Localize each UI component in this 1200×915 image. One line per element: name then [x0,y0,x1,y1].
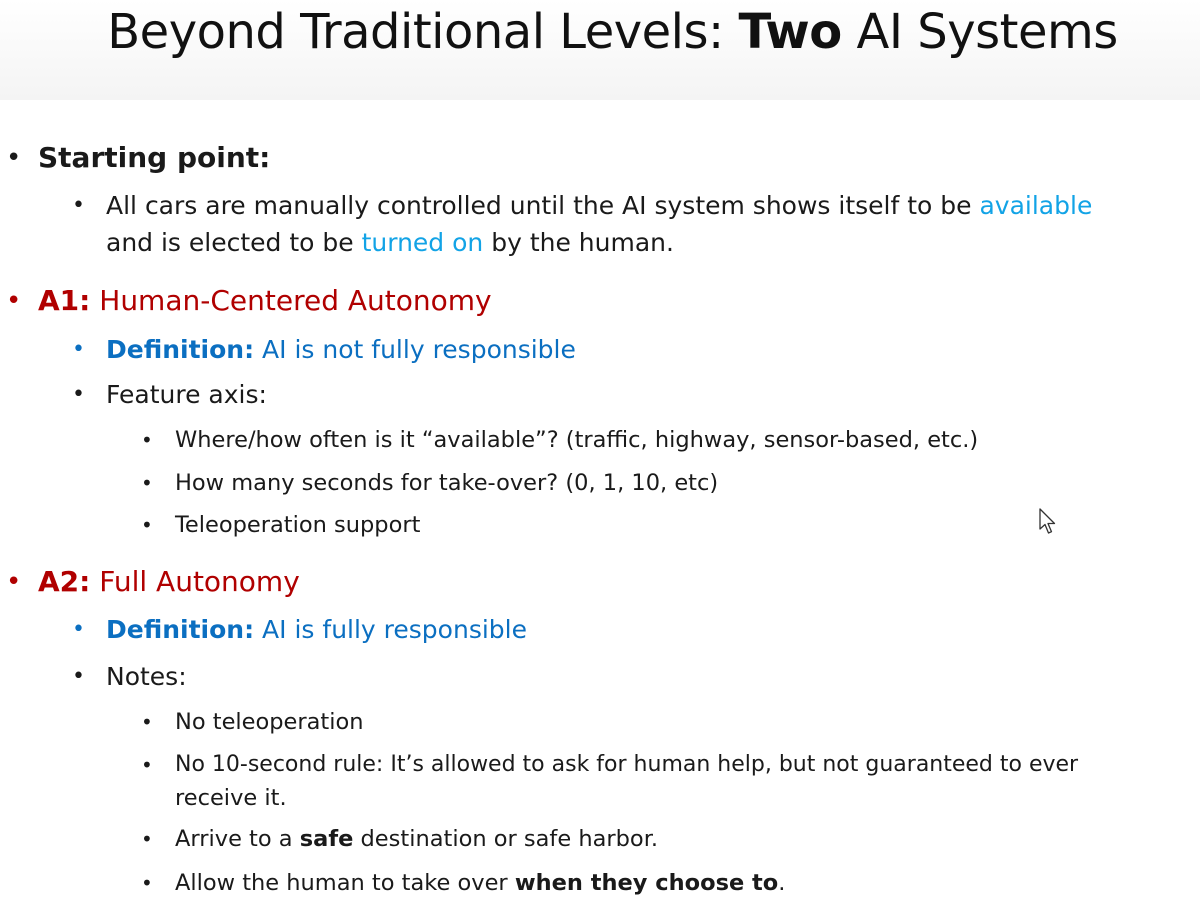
a2-note-3 [175,824,658,854]
bullet-a2-note-4: • [141,871,153,895]
a1-definition-text: AI is not fully responsible [254,335,576,364]
bullet-a1-axis: • [72,382,85,407]
bullet-a1-item-2: • [141,471,153,495]
a1-definition [106,333,576,367]
a1-definition-label: Definition: [106,335,255,364]
bullet-a1-definition: • [72,337,85,362]
starting-point-text-line1 [106,189,1092,223]
starting-text-b: and is elected to be [106,228,362,257]
a2-note-4-post: . [778,870,786,896]
a2-note-3-pre: Arrive to a [175,826,300,852]
bullet-a2-note-3: • [141,827,153,851]
a1-heading [38,283,492,319]
a2-note-3-bold: safe [299,826,354,852]
bullet-a2: • [6,567,22,597]
mouse-pointer-icon [1039,508,1057,536]
a1-axis-item-1: Where/how often is it “available”? (traffic, highway, sensor-based, etc.) [175,427,979,453]
a2-note-2-line2: receive it. [175,785,287,811]
bullet-starting: • [6,143,22,173]
a1-axis-item-2: How many seconds for take-over? (0, 1, 10, etc) [175,470,719,496]
a2-note-4-pre: Allow the human to take over [175,870,515,896]
a2-note-4 [175,868,785,898]
bullet-a1: • [6,286,22,316]
starting-point-label: Starting point: [38,141,271,174]
bullet-a2-note-1: • [141,710,153,734]
a1-feature-axis: Feature axis: [106,380,267,409]
bullet-a1-item-1: • [141,428,153,452]
bullet-a2-definition: • [72,617,85,642]
a2-note-1: No teleoperation [175,709,364,735]
title-part2: AI Systems [841,4,1118,60]
a1-axis-item-3: Teleoperation support [175,512,421,538]
title-part1: Beyond Traditional Levels: [107,4,739,60]
a2-label: A2: [38,565,91,598]
bullet-a2-note-2: • [141,753,153,777]
a2-note-3-post: destination or safe harbor. [353,826,659,852]
title-bold: Two [738,4,842,60]
bullet-a2-notes: • [72,664,85,689]
starting-point-heading [38,140,270,176]
a2-note-4-bold: when they choose to [514,870,779,896]
bullet-starting-text: • [72,193,85,218]
starting-point-text-line2 [106,226,674,260]
a2-definition-text: AI is fully responsible [254,615,527,644]
a2-notes-label: Notes: [106,662,187,691]
highlight-available: available [979,191,1093,220]
a2-heading [38,564,300,600]
highlight-turned-on: turned on [361,228,484,257]
a2-note-2-line1: No 10-second rule: It’s allowed to ask for human help, but not guaranteed to ever [175,752,1079,777]
a2-definition-label: Definition: [106,615,255,644]
a2-definition [106,613,527,647]
a2-title: Full Autonomy [90,565,300,598]
starting-text-a: All cars are manually controlled until the AI system shows itself to be [106,191,980,220]
a1-label: A1: [38,284,91,317]
bullet-a1-item-3: • [141,513,153,537]
a1-title: Human-Centered Autonomy [90,284,492,317]
slide-title [0,2,1200,62]
starting-text-c: by the human. [483,228,674,257]
